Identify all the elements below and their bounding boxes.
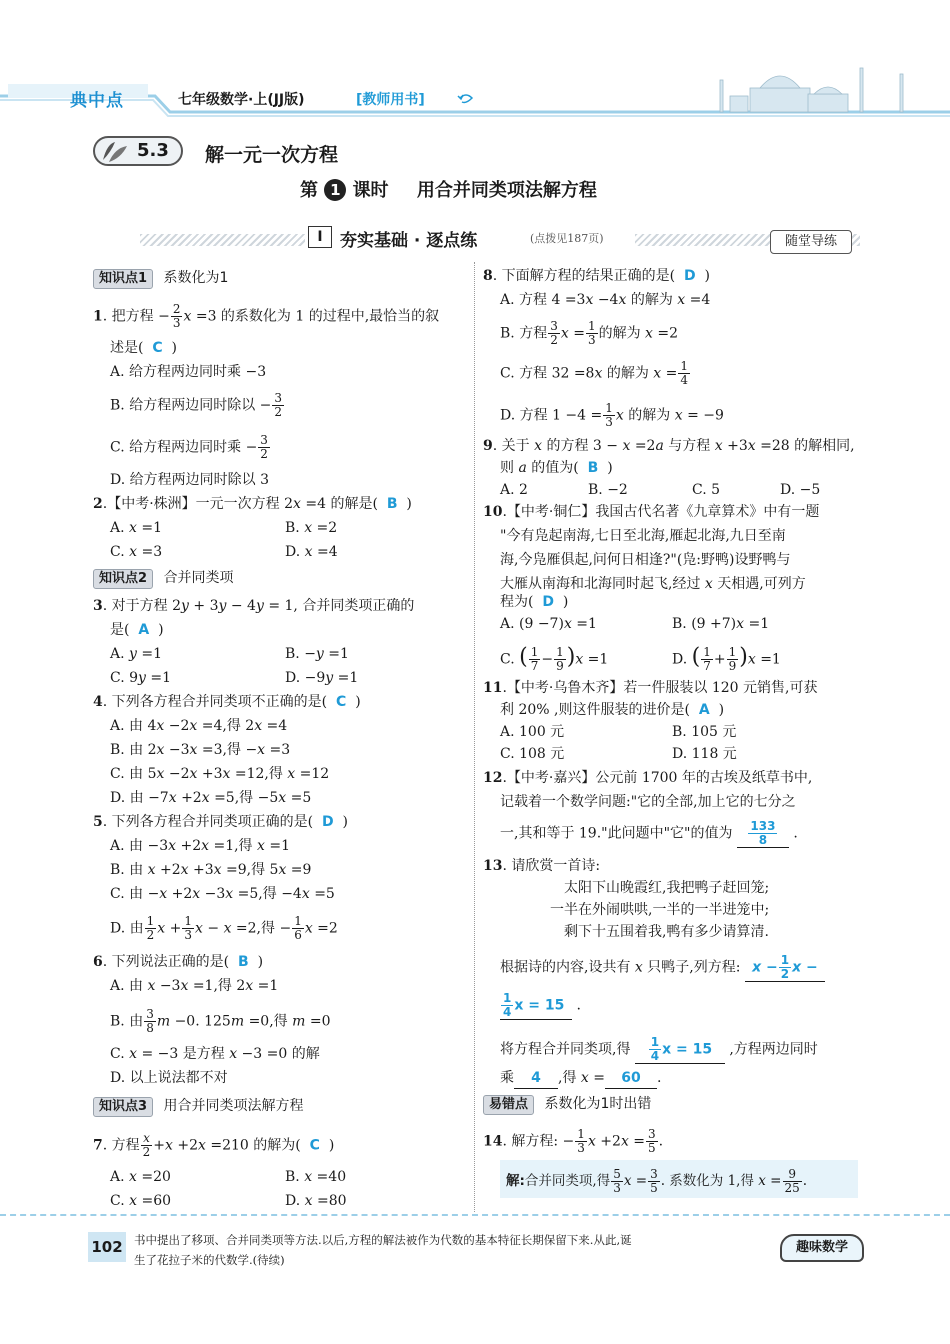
leaf-icon bbox=[99, 140, 133, 164]
q10-stem-3: 海,今凫雁俱起,问何日相逢?"(凫:野鸭)设野鸭与 bbox=[500, 552, 791, 568]
q9-option-d: D. −5 bbox=[780, 482, 821, 498]
q12-stem-3: 一,其和等于 19."此问题中"它"的值为 $\frac{133}{8}$ . bbox=[500, 819, 798, 847]
lesson-prefix: 第 bbox=[300, 180, 318, 201]
error-title: 系数化为1时出错 bbox=[544, 1096, 652, 1112]
q5-option-b: B. 由 x +2x +3x =9,得 5x =9 bbox=[110, 862, 312, 878]
q9-option-a: A. 2 bbox=[500, 482, 528, 498]
tag-k2-row bbox=[93, 568, 234, 589]
q4-option-c: C. 由 5x −2x +3x =12,得 x =12 bbox=[110, 766, 330, 782]
poem-line-1: 太阳下山晚霞红,我把鸭子赶回笼; bbox=[564, 880, 770, 896]
q4-answer: C bbox=[336, 694, 347, 710]
q3-stem: 3. 对于方程 2y + 3y − 4y = 1, 合并同类项正确的 bbox=[93, 598, 415, 614]
q13-eq-part-a: x − bbox=[752, 959, 778, 976]
q5-stem: 5. 下列各方程合并同类项正确的是( D ) bbox=[93, 814, 349, 830]
q4-stem: 4. 下列各方程合并同类项不正确的是( C ) bbox=[93, 694, 361, 710]
q9-stem-cont: 则 a 的值为( B ) bbox=[500, 460, 613, 476]
q7-stem: 7. 方程 $\frac{x}{2}$ +x +2x =210 的解为( C ) bbox=[93, 1131, 335, 1159]
q4-option-d: D. 由 −7x +2x =5,得 −5x =5 bbox=[110, 790, 312, 806]
q1-stem-cont: 述是( C ) bbox=[110, 340, 178, 356]
q12-answer-den: 8 bbox=[758, 833, 768, 847]
q6-option-c: C. x = −3 是方程 x −3 =0 的解 bbox=[110, 1046, 320, 1062]
poem-line-3: 剩下十五围着我,鸭有多少请算清. bbox=[564, 924, 769, 940]
q3-answer: A bbox=[138, 622, 150, 638]
q2-option-d: D. x =4 bbox=[285, 544, 338, 560]
edition-label: [教师用书] bbox=[356, 92, 425, 108]
q9-stem: 9. 关于 x 的方程 3 − x =2a 与方程 x +3x =28 的解相同, bbox=[483, 438, 855, 454]
q8-option-b: B. 方程 $\frac{3}{2}$ x = $\frac{1}{3}$ 的解为 x =2 bbox=[500, 319, 679, 347]
q8-option-c: C. 方程 32 =8x 的解为 x = $\frac{1}{4}$ bbox=[500, 359, 689, 387]
q11-option-b: B. 105 元 bbox=[672, 724, 737, 740]
q10-stem-5: 程为( D ) bbox=[500, 594, 569, 610]
page-header bbox=[0, 60, 950, 120]
q3-option-a: A. y =1 bbox=[110, 646, 163, 662]
poem-line-2: 一半在外闹哄哄,一半的一半进笼中; bbox=[550, 902, 770, 918]
banner-title: 夯实基础 · 逐点练 bbox=[340, 231, 478, 251]
q1-stem: 1. 把方程 − $\frac{2}{3}$ x =3 的系数化为 1 的过程中,最恰当的叙 bbox=[93, 302, 440, 330]
q10-stem-1: 10.【中考·铜仁】我国古代名著《九章算术》中有一题 bbox=[483, 504, 820, 520]
q12-answer-num: 133 bbox=[750, 819, 776, 833]
q13-ask-3: 将方程合并同类项,得 $\frac{1}{4}$ x = 15 ,方程两边同时 bbox=[500, 1035, 818, 1063]
knowledge-tag-1: 知识点1 bbox=[93, 269, 153, 289]
q3-option-c: C. 9y =1 bbox=[110, 670, 172, 686]
return-arrow-icon bbox=[456, 90, 476, 106]
tag-k1-row bbox=[93, 268, 228, 289]
q1-answer: C bbox=[152, 340, 163, 356]
q14-stem: 14. 解方程: − $\frac{1}{3}$ x +2x = $\frac{3}{5}$ . bbox=[483, 1127, 664, 1155]
q9-answer: B bbox=[587, 460, 599, 476]
q11-stem-2: 利 20% ,则这件服装的进价是( A ) bbox=[500, 702, 725, 718]
q6-stem: 6. 下列说法正确的是( B ) bbox=[93, 954, 264, 970]
section-title: 解一元一次方程 bbox=[205, 144, 339, 166]
q1-option-a: A. 给方程两边同时乘 −3 bbox=[110, 364, 267, 380]
q13-ask-2: $\frac{1}{4}$ x = 15 . bbox=[500, 992, 581, 1020]
q7-option-a: A. x =20 bbox=[110, 1169, 171, 1185]
q1-option-c: C. 给方程两边同时乘 − $\frac{3}{2}$ bbox=[110, 433, 268, 461]
practice-banner bbox=[140, 224, 860, 258]
q3-stem-cont: 是( A ) bbox=[110, 622, 164, 638]
q13-multiplier: 4 bbox=[531, 1070, 541, 1086]
q13-ask-1: 根据诗的内容,设共有 x 只鸭子,列方程: x − $\frac{1}{2}$ x − bbox=[500, 954, 825, 982]
q8-option-d: D. 方程 1 −4 = $\frac{1}{3}$ x 的解为 x = −9 bbox=[500, 401, 724, 429]
q7-option-b: B. x =40 bbox=[285, 1169, 347, 1185]
knowledge-tag-2: 知识点2 bbox=[93, 569, 153, 589]
lesson-title: 用合并同类项法解方程 bbox=[416, 180, 597, 201]
tag-k3-row bbox=[93, 1096, 304, 1117]
q10-option-a: A. (9 −7)x =1 bbox=[500, 616, 597, 632]
q10-option-b: B. (9 +7)x =1 bbox=[672, 616, 770, 632]
page-number: 102 bbox=[88, 1232, 126, 1262]
q6-option-b: B. 由 $\frac{3}{8}$ m −0. 125m =0,得 m =0 bbox=[110, 1007, 331, 1035]
q2-answer: B bbox=[386, 496, 398, 512]
q4-option-b: B. 由 2x −3x =3,得 −x =3 bbox=[110, 742, 291, 758]
q7-option-d: D. x =80 bbox=[285, 1193, 347, 1209]
section-heading bbox=[93, 136, 393, 170]
tag-err-row bbox=[483, 1094, 651, 1115]
q2-option-b: B. x =2 bbox=[285, 520, 338, 536]
knowledge-title-2: 合并同类项 bbox=[163, 570, 234, 586]
q2-option-c: C. x =3 bbox=[110, 544, 163, 560]
knowledge-title-1: 系数化为1 bbox=[163, 270, 229, 286]
q11-option-c: C. 108 元 bbox=[500, 746, 565, 762]
banner-roman: I bbox=[308, 226, 332, 248]
q13-eq-part-c: x = 15 bbox=[514, 997, 565, 1014]
q10-answer: D bbox=[542, 594, 554, 610]
q6-answer: B bbox=[238, 954, 249, 970]
q14-solution: 解:合并同类项,得 $\frac{5}{3}$ x = $\frac{3}{5}$ . 系数化为 1,得 x = $\frac{9}{25}$ . bbox=[506, 1167, 808, 1195]
q8-stem: 8. 下面解方程的结果正确的是( D ) bbox=[483, 268, 711, 284]
knowledge-tag-3: 知识点3 bbox=[93, 1097, 153, 1117]
q10-stem-4: 大雁从南海和北海同时起飞,经过 x 天相遇,可列方 bbox=[500, 576, 806, 592]
footer-note-line-2: 生了花拉子米的代数学.(待续) bbox=[134, 1253, 285, 1267]
q10-stem-2: "今有凫起南海,七日至北海,雁起北海,九日至南 bbox=[500, 528, 786, 544]
q9-option-b: B. −2 bbox=[588, 482, 628, 498]
fun-math-badge: 趣味数学 bbox=[780, 1234, 864, 1262]
brand-logo: 典中点 bbox=[70, 91, 124, 111]
q8-answer: D bbox=[684, 268, 696, 284]
q1-option-d: D. 给方程两边同时除以 3 bbox=[110, 472, 269, 488]
lesson-number-badge: 1 bbox=[324, 179, 346, 201]
q9-option-c: C. 5 bbox=[692, 482, 721, 498]
q6-option-d: D. 以上说法都不对 bbox=[110, 1070, 228, 1086]
q13-stem: 13. 请欣赏一首诗: bbox=[483, 858, 601, 874]
lesson-heading bbox=[300, 176, 597, 202]
mosque-skyline-icon bbox=[690, 60, 940, 116]
q13-eq-part-b: x − bbox=[792, 959, 818, 976]
q3-option-d: D. −9y =1 bbox=[285, 670, 359, 686]
q11-answer: A bbox=[698, 702, 710, 718]
error-tag: 易错点 bbox=[483, 1095, 534, 1115]
lesson-suffix: 课时 bbox=[352, 180, 389, 201]
q3-option-b: B. −y =1 bbox=[285, 646, 349, 662]
q5-option-d: D. 由 $\frac{1}{2}$ x + $\frac{1}{3}$ x − x =2,得 − $\frac{1}{6}$ x =2 bbox=[110, 914, 338, 942]
q2-stem: 2.【中考·株洲】一元一次方程 2x =4 的解是( B ) bbox=[93, 496, 412, 512]
q13-merged: x = 15 bbox=[662, 1041, 713, 1058]
column-divider bbox=[474, 262, 475, 1212]
q13-ask-4: 乘 4 ,得 x = 60 . bbox=[500, 1068, 661, 1089]
q5-option-a: A. 由 −3x +2x =1,得 x =1 bbox=[110, 838, 291, 854]
q7-answer: C bbox=[309, 1137, 320, 1154]
q11-option-d: D. 118 元 bbox=[672, 746, 737, 762]
q5-option-c: C. 由 −x +2x −3x =5,得 −4x =5 bbox=[110, 886, 335, 902]
q2-option-a: A. x =1 bbox=[110, 520, 163, 536]
q5-answer: D bbox=[322, 814, 334, 830]
q11-option-a: A. 100 元 bbox=[500, 724, 565, 740]
q10-option-c: C. ( $\frac{1}{7}$ − $\frac{1}{9}$ )x =1 bbox=[500, 644, 609, 673]
q12-stem-1: 12.【中考·嘉兴】公元前 1700 年的古埃及纸草书中, bbox=[483, 770, 813, 786]
q14-solution-label: 解: bbox=[506, 1173, 525, 1189]
q7-option-c: C. x =60 bbox=[110, 1193, 172, 1209]
footer-note-line-1: 书中提出了移项、合并同类项等方法.以后,方程的解法被作为代数的基本特征长期保留下来.从此,诞 bbox=[134, 1233, 632, 1247]
q10-option-d: D. ( $\frac{1}{7}$ + $\frac{1}{9}$ )x =1 bbox=[672, 644, 781, 673]
q12-stem-2: 记载着一个数学问题:"它的全部,加上它的七分之 bbox=[500, 794, 796, 810]
q6-option-a: A. 由 x −3x =1,得 2x =1 bbox=[110, 978, 279, 994]
q11-stem-1: 11.【中考·乌鲁木齐】若一件服装以 120 元销售,可获 bbox=[483, 680, 818, 696]
knowledge-title-3: 用合并同类项法解方程 bbox=[163, 1098, 304, 1114]
q13-solution: 60 bbox=[621, 1070, 641, 1086]
banner-hint: (点拨见187页) bbox=[530, 232, 604, 245]
page-footer bbox=[0, 1214, 950, 1284]
q4-option-a: A. 由 4x −2x =4,得 2x =4 bbox=[110, 718, 288, 734]
q1-option-b: B. 给方程两边同时除以 − $\frac{3}{2}$ bbox=[110, 391, 283, 419]
guide-badge: 随堂导练 bbox=[770, 230, 852, 254]
section-number: 5.3 bbox=[137, 140, 169, 161]
q8-option-a: A. 方程 4 =3x −4x 的解为 x =4 bbox=[500, 292, 711, 308]
book-title: 七年级数学·上(JJ版) bbox=[178, 92, 305, 108]
